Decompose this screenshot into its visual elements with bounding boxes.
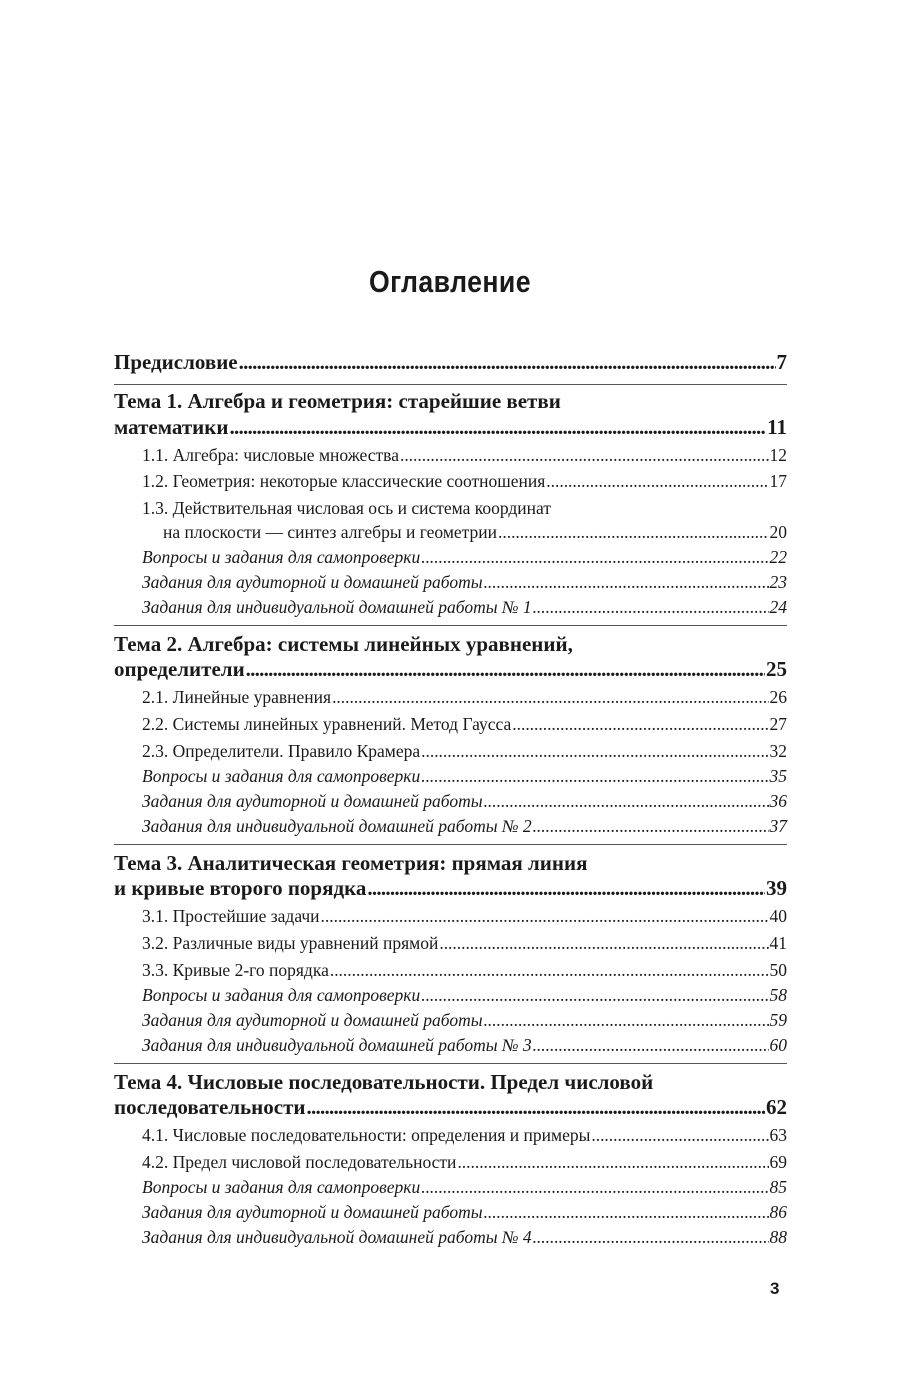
toc-entry-page: 27: [769, 714, 787, 734]
dot-leader: [421, 547, 768, 568]
toc-subentry[interactable]: [142, 1227, 787, 1248]
toc-entry-label: 2.3. Определители. Правило Крамера: [142, 741, 421, 761]
toc-entry-page: 58: [769, 985, 787, 1005]
dot-leader: [330, 960, 769, 981]
toc-entry-label: Задания для индивидуальной домашней работы № 3: [142, 1035, 532, 1055]
toc-entry-label: Вопросы и задания для самопроверки: [142, 766, 421, 786]
dot-leader: [332, 687, 768, 708]
toc-entry-label: 2.2. Системы линейных уравнений. Метод Гаусса: [142, 714, 512, 734]
toc-entry-label: Задания для аудиторной и домашней работы: [142, 1010, 483, 1030]
toc-entry-label: 4.1. Числовые последовательности: определения и примеры: [142, 1125, 591, 1145]
dot-leader: [439, 933, 768, 954]
toc-entry-label: определители: [114, 657, 245, 681]
dot-leader: [421, 1177, 768, 1198]
toc-entry-page: 22: [769, 547, 787, 567]
toc-subentry-line-1[interactable]: 1.3. Действительная числовая ось и система координат: [142, 498, 551, 518]
toc-entry-page: 59: [769, 1010, 787, 1030]
theme-3-heading-line-1[interactable]: Тема 3. Аналитическая геометрия: прямая линия: [114, 851, 588, 875]
theme-4-heading[interactable]: [114, 1095, 787, 1120]
dot-leader: [533, 597, 769, 618]
toc-subentry[interactable]: [163, 522, 787, 543]
toc-entry-page: 40: [769, 906, 787, 926]
toc-entry-label: Вопросы и задания для самопроверки: [142, 1177, 421, 1197]
toc-subentry[interactable]: [142, 1010, 787, 1031]
toc-entry-page: 60: [769, 1035, 787, 1055]
toc-entry-page: 88: [769, 1227, 787, 1247]
dot-leader: [591, 1125, 768, 1146]
dot-leader: [484, 1202, 769, 1223]
dot-leader: [484, 572, 769, 593]
dot-leader: [533, 1227, 769, 1248]
theme-2-heading[interactable]: [114, 657, 787, 682]
toc-entry-page: 37: [769, 816, 787, 836]
divider: [114, 1063, 787, 1064]
toc-entry-label: Задания для индивидуальной домашней работы № 4: [142, 1227, 532, 1247]
toc-entry-page: 63: [769, 1125, 787, 1145]
toc-entry-page: 62: [766, 1095, 787, 1119]
toc-entry-page: 11: [767, 415, 787, 439]
toc-entry-label: 4.2. Предел числовой последовательности: [142, 1152, 457, 1172]
dot-leader: [421, 741, 768, 762]
toc-entry-label: Задания для аудиторной и домашней работы: [142, 791, 483, 811]
toc-entry-page: 23: [769, 572, 787, 592]
theme-1-heading[interactable]: [114, 415, 787, 440]
dot-leader: [421, 985, 768, 1006]
dot-leader: [400, 445, 769, 466]
toc-entry-label: Предисловие: [114, 350, 238, 374]
toc-entry-page: 39: [766, 876, 787, 900]
toc-entry-page: 25: [766, 657, 787, 681]
toc-entry-label: на плоскости — синтез алгебры и геометрии: [163, 522, 498, 542]
toc-subentry[interactable]: [142, 985, 787, 1006]
toc-subentry[interactable]: [142, 547, 787, 568]
dot-leader: [457, 1152, 768, 1173]
page-number: 3: [770, 1279, 780, 1298]
toc-entry-page: 26: [769, 687, 787, 707]
toc-entry-preface[interactable]: [114, 350, 787, 375]
toc-entry-label: Вопросы и задания для самопроверки: [142, 985, 421, 1005]
toc-subentry[interactable]: [142, 1035, 787, 1056]
toc-subentry[interactable]: [142, 471, 787, 492]
toc-entry-page: 36: [769, 791, 787, 811]
toc-subentry[interactable]: [142, 766, 787, 787]
toc-entry-label: последовательности: [114, 1095, 306, 1119]
dot-leader: [239, 350, 776, 375]
toc-entry-page: 85: [769, 1177, 787, 1197]
theme-2-heading-line-1[interactable]: Тема 2. Алгебра: системы линейных уравнений,: [114, 632, 573, 656]
dot-leader: [421, 766, 768, 787]
toc-subentry[interactable]: [142, 741, 787, 762]
toc-subentry[interactable]: [142, 687, 787, 708]
dot-leader: [230, 415, 767, 440]
toc-entry-label: Задания для индивидуальной домашней работы № 1: [142, 597, 532, 617]
dot-leader: [484, 1010, 769, 1031]
dot-leader: [321, 906, 769, 927]
toc-subentry[interactable]: [142, 1125, 787, 1146]
dot-leader: [533, 816, 769, 837]
toc-entry-label: и кривые второго порядка: [114, 876, 367, 900]
toc-entry-label: Вопросы и задания для самопроверки: [142, 547, 421, 567]
divider: [114, 625, 787, 626]
dot-leader: [546, 471, 768, 492]
dot-leader: [367, 876, 765, 901]
toc-subentry[interactable]: [142, 1152, 787, 1173]
toc-subentry[interactable]: [142, 1177, 787, 1198]
theme-4-heading-line-1[interactable]: Тема 4. Числовые последовательности. Предел числовой: [114, 1070, 654, 1094]
toc-subentry[interactable]: [142, 933, 787, 954]
toc-entry-label: 1.2. Геометрия: некоторые классические соотношения: [142, 471, 546, 491]
toc-subentry[interactable]: [142, 791, 787, 812]
toc-subentry[interactable]: [142, 597, 787, 618]
toc-entry-page: 20: [769, 522, 787, 542]
toc-entry-page: 12: [769, 445, 787, 465]
toc-entry-page: 32: [769, 741, 787, 761]
toc-entry-page: 17: [769, 471, 787, 491]
toc-entry-label: 1.1. Алгебра: числовые множества: [142, 445, 399, 465]
toc-subentry[interactable]: [142, 1202, 787, 1223]
toc-entry-label: Задания для аудиторной и домашней работы: [142, 1202, 483, 1222]
toc-subentry[interactable]: [142, 960, 787, 981]
toc-entry-label: 2.1. Линейные уравнения: [142, 687, 332, 707]
dot-leader: [533, 1035, 769, 1056]
toc-entry-label: Задания для аудиторной и домашней работы: [142, 572, 483, 592]
theme-3-heading[interactable]: [114, 876, 787, 901]
toc-subentry[interactable]: [142, 445, 787, 466]
toc-entry-page: 69: [769, 1152, 787, 1172]
toc-entry-label: 3.3. Кривые 2-го порядка: [142, 960, 329, 980]
dot-leader: [246, 657, 765, 682]
dot-leader: [307, 1095, 765, 1120]
toc-entry-label: 3.2. Различные виды уравнений прямой: [142, 933, 439, 953]
theme-1-heading-line-1[interactable]: Тема 1. Алгебра и геометрия: старейшие ветви: [114, 389, 561, 413]
toc-entry-page: 24: [769, 597, 787, 617]
toc-entry-page: 35: [769, 766, 787, 786]
toc-subentry[interactable]: [142, 906, 787, 927]
toc-entry-label: Задания для индивидуальной домашней работы № 2: [142, 816, 532, 836]
toc-subentry[interactable]: [142, 816, 787, 837]
toc-entry-page: 50: [769, 960, 787, 980]
toc-entry-page: 41: [769, 933, 787, 953]
dot-leader: [484, 791, 769, 812]
divider: [114, 844, 787, 845]
toc-entry-label: математики: [114, 415, 229, 439]
toc-entry-page: 7: [776, 350, 787, 374]
dot-leader: [512, 714, 768, 735]
toc-subentry[interactable]: [142, 572, 787, 593]
page-title: Оглавление: [368, 264, 532, 299]
toc-entry-page: 86: [769, 1202, 787, 1222]
dot-leader: [498, 522, 768, 543]
divider: [114, 384, 787, 385]
table-of-contents: [114, 0, 787, 1382]
toc-entry-label: 3.1. Простейшие задачи: [142, 906, 320, 926]
toc-subentry[interactable]: [142, 714, 787, 735]
